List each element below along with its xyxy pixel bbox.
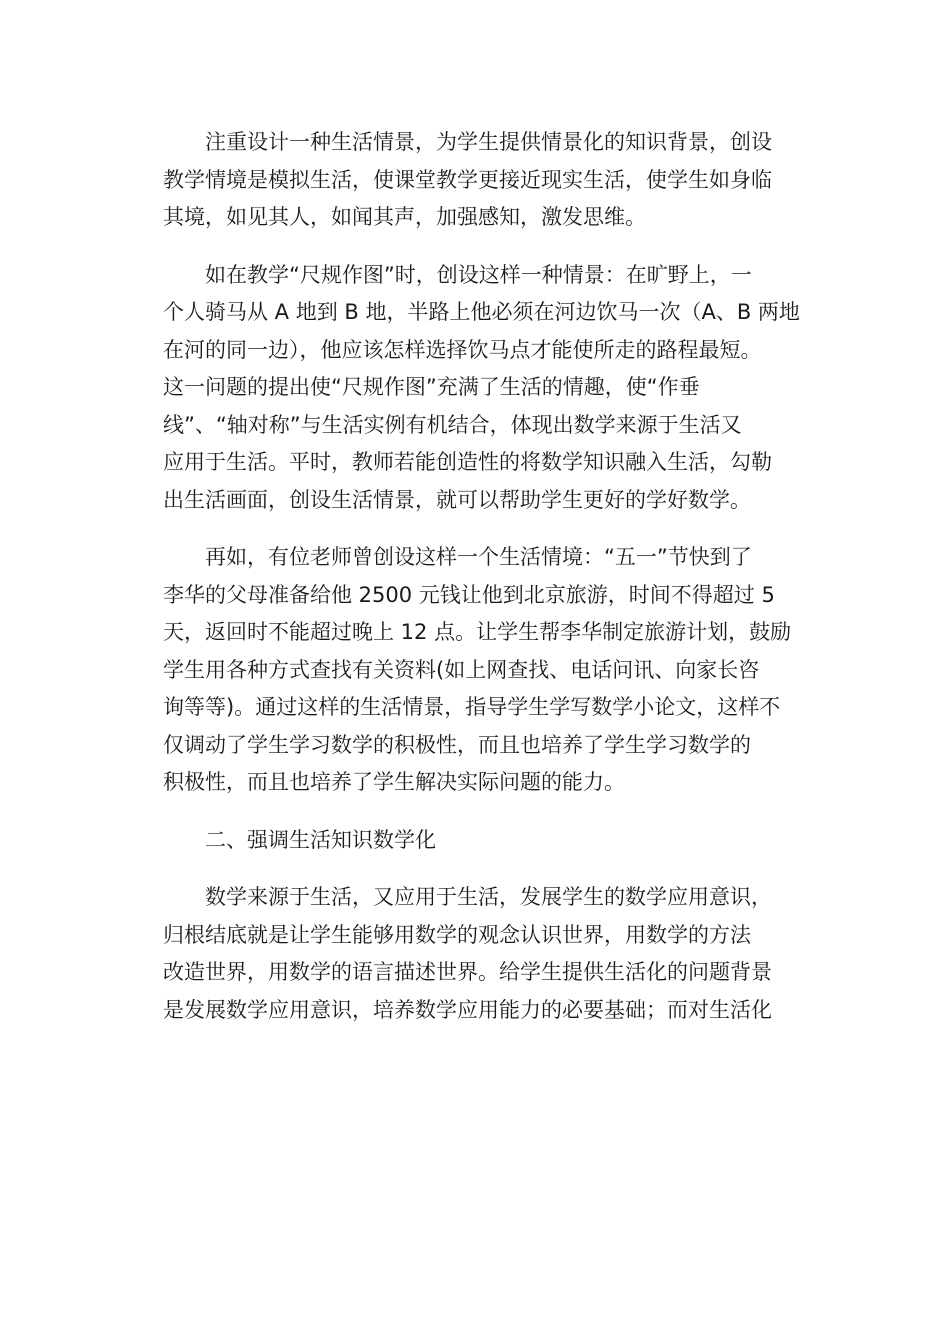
paragraph-math-application <box>163 879 790 1029</box>
text-line: 应用于生活。平时，教师若能创造性的将数学知识融入生活，勾勒 <box>163 450 772 474</box>
text-line: 数学来源于生活，又应用于生活，发展学生的数学应用意识， <box>205 885 772 909</box>
text-line: 其境，如见其人，如闻其声，加强感知，激发思维。 <box>163 205 646 229</box>
paragraph-life-scenario <box>163 124 790 237</box>
text-line: 归根结底就是让学生能够用数学的观念认识世界，用数学的方法 <box>163 922 751 947</box>
paragraph-ruler-compass-example <box>163 257 800 520</box>
section-heading-text: 二、强调生活知识数学化 <box>205 827 436 852</box>
text-line: 再如，有位老师曾创设这样一个生活情境：“五一”节快到了 <box>205 545 752 569</box>
text-line: 询等等)。通过这样的生活情景，指导学生学写数学小论文，这样不 <box>163 695 781 719</box>
text-line: 如在教学“尺规作图”时，创设这样一种情景：在旷野上，一 <box>205 262 752 287</box>
text-line: 天，返回时不能超过晚上 12 点。让学生帮李华制定旅游计划，鼓励 <box>163 620 792 644</box>
text-line: 仅调动了学生学习数学的积极性，而且也培养了学生学习数学的 <box>163 732 751 757</box>
paragraph-travel-plan-example <box>163 539 790 802</box>
text-line: 出生活画面，创设生活情景，就可以帮助学生更好的学好数学。 <box>163 487 751 512</box>
text-line: 是发展数学应用意识，培养数学应用能力的必要基础；而对生活化 <box>163 997 772 1022</box>
text-line: 学生用各种方式查找有关资料(如上网查找、电话问讯、向家长咨 <box>163 657 760 682</box>
text-line: 个人骑马从 A 地到 B 地，半路上他必须在河边饮马一次（A、B 两地 <box>163 300 800 324</box>
text-line: 积极性，而且也培养了学生解决实际问题的能力。 <box>163 770 625 794</box>
text-line: 这一问题的提出使“尺规作图”充满了生活的情趣，使“作垂 <box>163 375 700 399</box>
text-line: 改造世界，用数学的语言描述世界。给学生提供生活化的问题背景 <box>163 960 772 984</box>
text-line: 在河的同一边），他应该怎样选择饮马点才能使所走的路程最短。 <box>163 337 762 362</box>
text-line: 教学情境是模拟生活，使课堂教学更接近现实生活，使学生如身临 <box>163 167 772 192</box>
text-line: 李华的父母准备给他 2500 元钱让他到北京旅游，时间不得超过 5 <box>163 582 775 607</box>
text-line: 线”、“轴对称”与生活实例有机结合，体现出数学来源于生活又 <box>163 412 742 437</box>
text-line: 注重设计一种生活情景，为学生提供情景化的知识背景，创设 <box>205 130 772 154</box>
section-heading <box>163 822 790 860</box>
document-body <box>163 124 800 1029</box>
